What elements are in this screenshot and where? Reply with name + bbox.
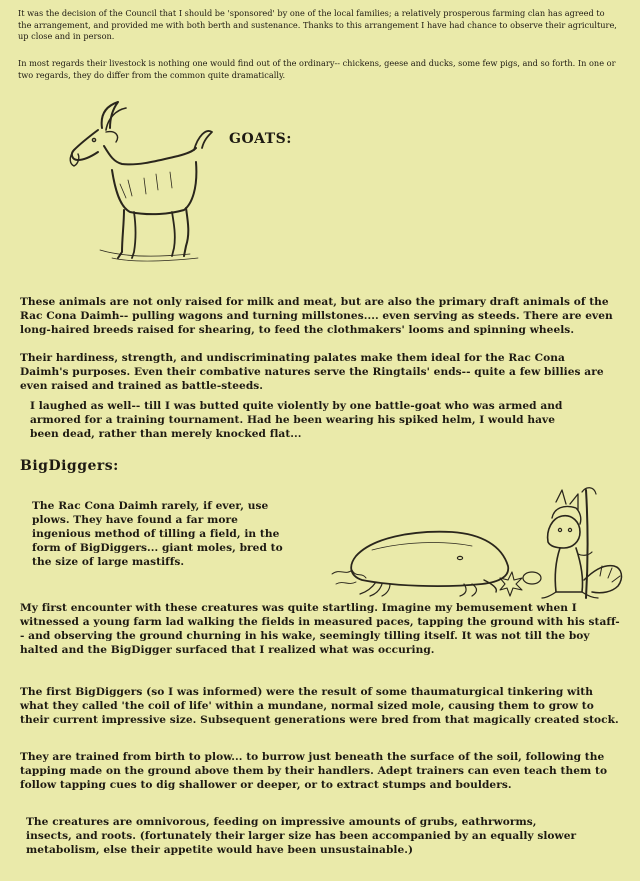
intro-paragraph-2: In most regards their livestock is nothing one would find out of the ordinary-- chickens, geese and ducks, some few pigs, and so forth. In one or two regards, they do differ from the common quite dramatically.: [18, 58, 616, 80]
goats-paragraph-2: Their hardiness, strength, and undiscriminating palates make them ideal for the Rac Cona Daimh's purposes. Even their combative natures serve the Ringtails' ends-- quite a few billies are even raised and trained as battle-steeds.: [20, 352, 604, 392]
bigdiggers-paragraph-4: The creatures are omnivorous, feeding on impressive amounts of grubs, eathrworms, insects, and roots. (fortunately their larger size has been accompanied by an equally slower metabolism, else their appetite would have been unsustainable.): [26, 816, 577, 856]
bigdiggers-heading: BigDiggers:: [20, 458, 119, 474]
bigdiggers-paragraph-2: The first BigDiggers (so I was informed) were the result of some thaumaturgical tinkering with what they called 'the coil of life' within a mundane, normal sized mole, causing them to grow to their current impressive size. Subsequent generations were bred from that magically created stock.: [20, 686, 619, 726]
bigdiggers-paragraph-1: My first encounter with these creatures was quite startling. Imagine my bemusement when I witnessed a young farm lad walking the fields in measured paces, tapping the ground with his staff-- and observing the ground churning in his wake, seemingly tilling itself. It was not till the boy halted and the BigDigger surfaced that I realized what was occuring.: [20, 602, 620, 656]
bigdigger-and-farm-lad-sketch: [332, 484, 632, 600]
intro-paragraph-1: It was the decision of the Council that I should be 'sponsored' by one of the local families; a relatively prosperous farming clan has agreed to the arrangement, and provided me with both berth and sustenance. Thanks to this arrangement I have had chance to observe their agriculture, up close and in person.: [18, 8, 617, 41]
bigdiggers-paragraph-3: They are trained from birth to plow... to burrow just beneath the surface of the soil, following the tapping made on the ground above them by their handlers. Adept trainers can even teach them to follow tapping cues to dig shallower or deeper, or to extract stumps and boulders.: [20, 751, 608, 791]
goats-paragraph-3: I laughed as well-- till I was butted quite violently by one battle-goat who was armed and armored for a training tournament. Had he been wearing his spiked helm, I would have been dead, rather than merely knocked flat...: [30, 400, 563, 440]
goats-heading: GOATS:: [229, 131, 292, 147]
goats-paragraph-1: These animals are not only raised for milk and meat, but are also the primary draft animals of the Rac Cona Daimh-- pulling wagons and turning millstones.... even serving as steeds. There are even long-haired breeds raised for shearing, to feed the clothmakers' looms and spinning wheels.: [20, 296, 613, 336]
goat-sketch-illustration: [60, 100, 220, 270]
bigdiggers-intro: The Rac Cona Daimh rarely, if ever, use plows. They have found a far more ingenious method of tilling a field, in the form of BigDiggers... giant moles, bred to the size of large mastiffs.: [32, 500, 283, 568]
